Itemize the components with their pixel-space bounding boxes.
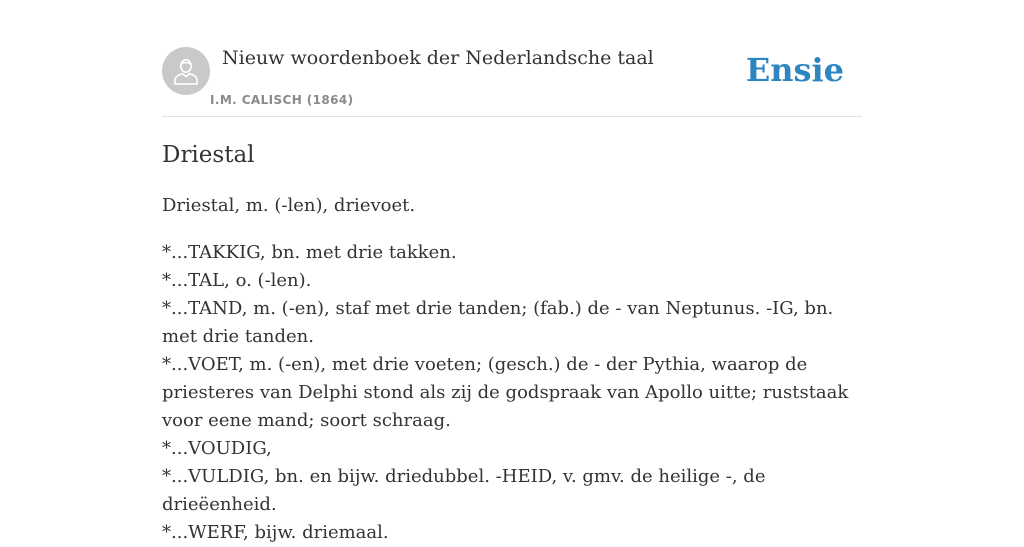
entry-definition: Driestal, m. (-len), drievoet.	[162, 195, 416, 216]
source-header	[162, 46, 862, 117]
entry-line: *...TAND, m. (-en), staf met drie tanden; (fab.) de - van Neptunus. -IG, bn. met drie tanden.	[162, 298, 834, 347]
brand-logo[interactable]: Ensie	[745, 51, 844, 89]
entry-line: *...VOET, m. (-en), met drie voeten; (gesch.) de - der Pythia, waarop de priesteres van Delphi stond als zij de godspraak van Apollo uitte; ruststaak voor eene mand; soort schraag.	[162, 354, 849, 431]
author-name[interactable]: I.M. CALISCH (1864)	[210, 93, 354, 107]
entry-line: *...VOUDIG,	[162, 438, 272, 459]
entry-body	[162, 192, 862, 547]
entry-line: *...VULDIG, bn. en bijw. driedubbel. -HEID, v. gmv. de heilige -, de drieëenheid.	[162, 466, 766, 515]
book-title[interactable]: Nieuw woordenboek der Nederlandsche taal	[222, 47, 654, 69]
entry-line: *...TAL, o. (-len).	[162, 270, 312, 291]
user-silhouette-icon	[173, 57, 199, 85]
entry-line: *...WERF, bijw. driemaal.	[162, 522, 389, 543]
entry-line: *...TAKKIG, bn. met drie takken.	[162, 242, 457, 263]
entry-sublist	[162, 239, 862, 547]
author-avatar	[162, 47, 210, 95]
entry-title: Driestal	[162, 142, 255, 168]
